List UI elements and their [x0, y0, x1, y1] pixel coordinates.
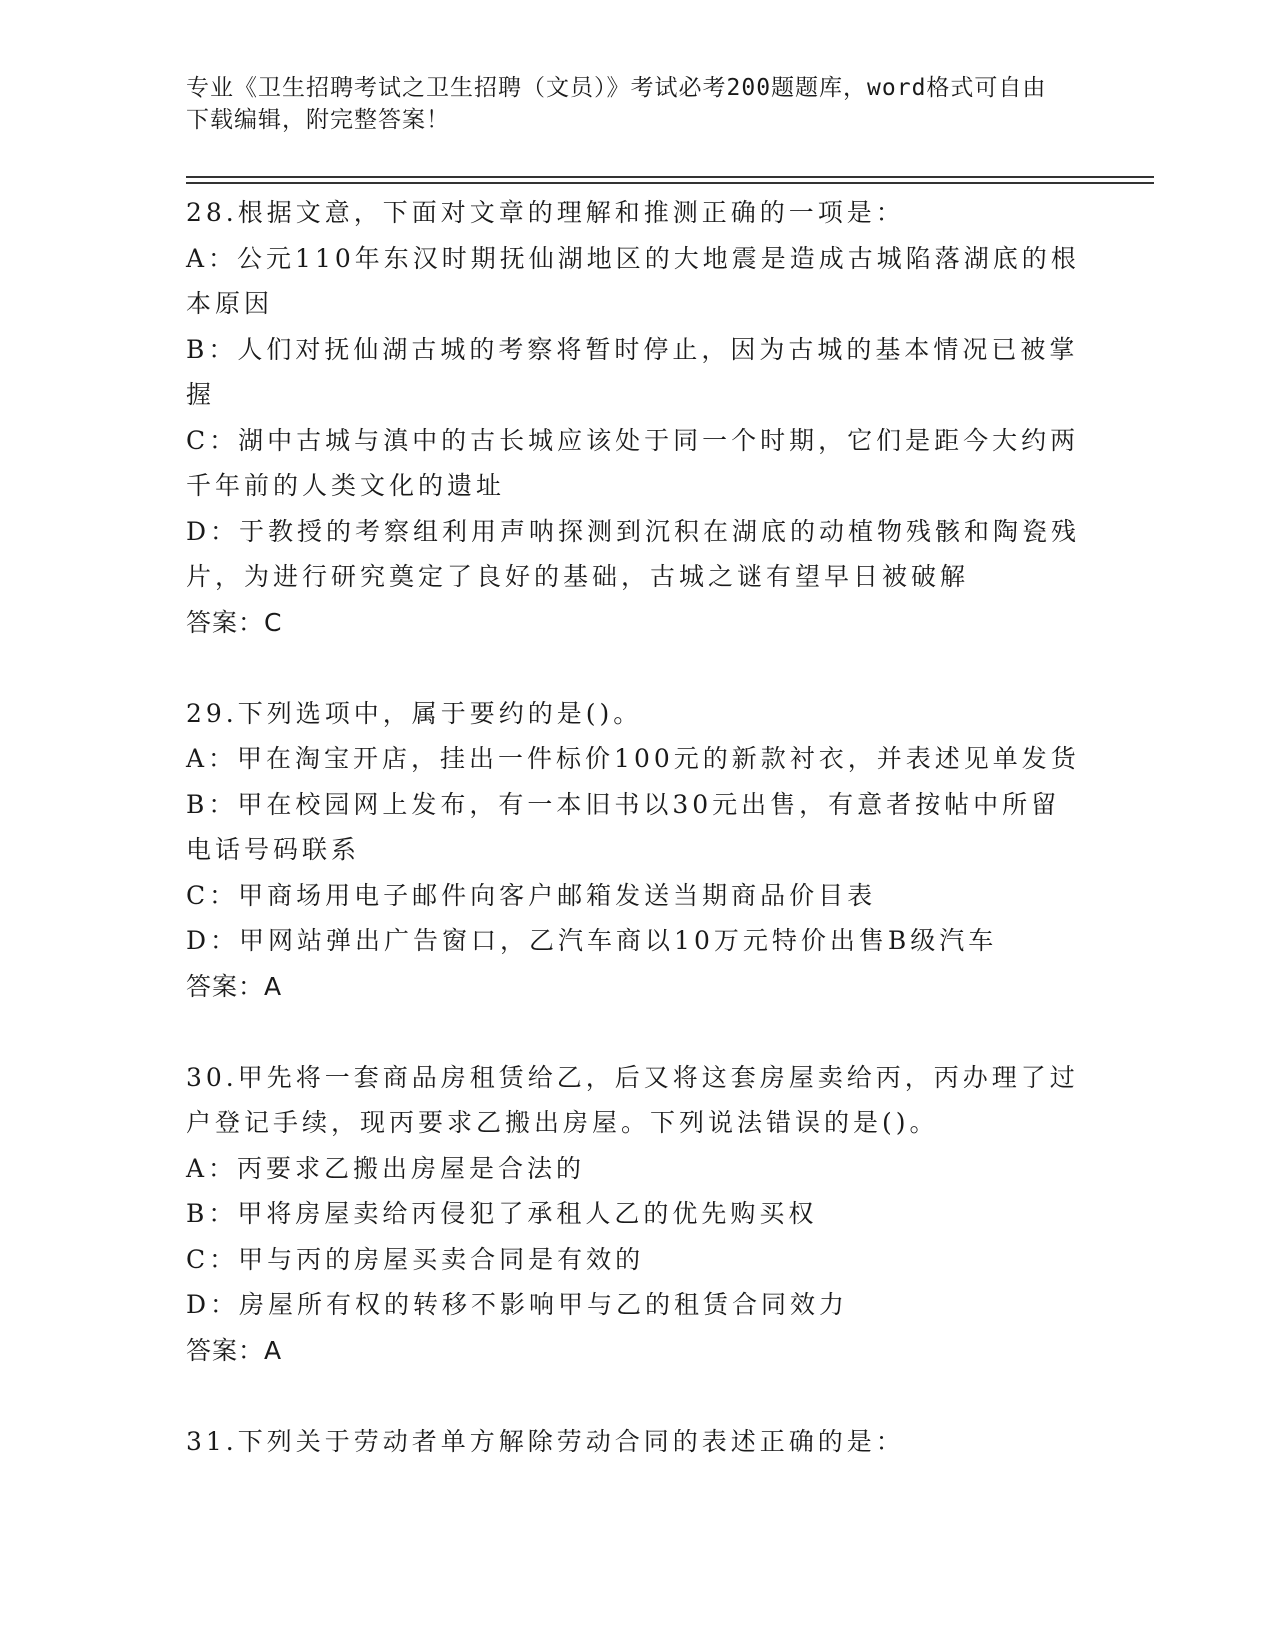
option-c: C：湖中古城与滇中的古长城应该处于同一个时期，它们是距今大约两千年前的人类文化的遗址 [186, 425, 1080, 500]
header-divider-bottom [186, 182, 1154, 184]
question-31 [186, 1419, 1086, 1465]
option-b: B：甲在校园网上发布，有一本旧书以30元出售，有意者按帖中所留电话号码联系 [186, 789, 1061, 864]
question-28 [186, 190, 1086, 645]
question-list [186, 190, 1086, 1464]
question-29 [186, 691, 1086, 1010]
option-b: B：人们对抚仙湖古城的考察将暂时停止，因为古城的基本情况已被掌握 [186, 334, 1079, 409]
option-b: B：甲将房屋卖给丙侵犯了承租人乙的优先购买权 [186, 1199, 818, 1228]
question-stem: 28.根据文意，下面对文章的理解和推测正确的一项是： [186, 198, 905, 227]
question-stem: 31.下列关于劳动者单方解除劳动合同的表述正确的是： [186, 1426, 905, 1456]
header-divider-top [186, 176, 1154, 178]
option-a: A：甲在淘宝开店，挂出一件标价100元的新款衬衣，并表述见单发货 [186, 744, 1080, 773]
document-header: 专业《卫生招聘考试之卫生招聘（文员）》考试必考200题题库，word格式可自由下载编辑，附完整答案！ [186, 75, 1047, 133]
option-a: A：公元110年东汉时期抚仙湖地区的大地震是造成古城陷落湖底的根本原因 [186, 243, 1080, 318]
question-30 [186, 1055, 1086, 1374]
question-stem: 30.甲先将一套商品房租赁给乙，后又将这套房屋卖给丙，丙办理了过户登记手续，现丙要求乙搬出房屋。下列说法错误的是()。 [186, 1062, 1079, 1137]
answer: 答案：A [186, 1335, 283, 1365]
answer: 答案：A [186, 971, 283, 1001]
question-stem: 29.下列选项中，属于要约的是()。 [186, 698, 643, 728]
option-d: D：房屋所有权的转移不影响甲与乙的租赁合同效力 [186, 1290, 849, 1319]
option-a: A：丙要求乙搬出房屋是合法的 [186, 1153, 586, 1183]
answer: 答案：C [186, 607, 283, 637]
option-d: D：甲网站弹出广告窗口，乙汽车商以10万元特价出售B级汽车 [186, 926, 998, 955]
option-c: C：甲与丙的房屋买卖合同是有效的 [186, 1244, 645, 1274]
option-d: D：于教授的考察组利用声呐探测到沉积在湖底的动植物残骸和陶瓷残片，为进行研究奠定了良好的基础，古城之谜有望早日被破解 [186, 516, 1081, 591]
option-c: C：甲商场用电子邮件向客户邮箱发送当期商品价目表 [186, 880, 877, 910]
